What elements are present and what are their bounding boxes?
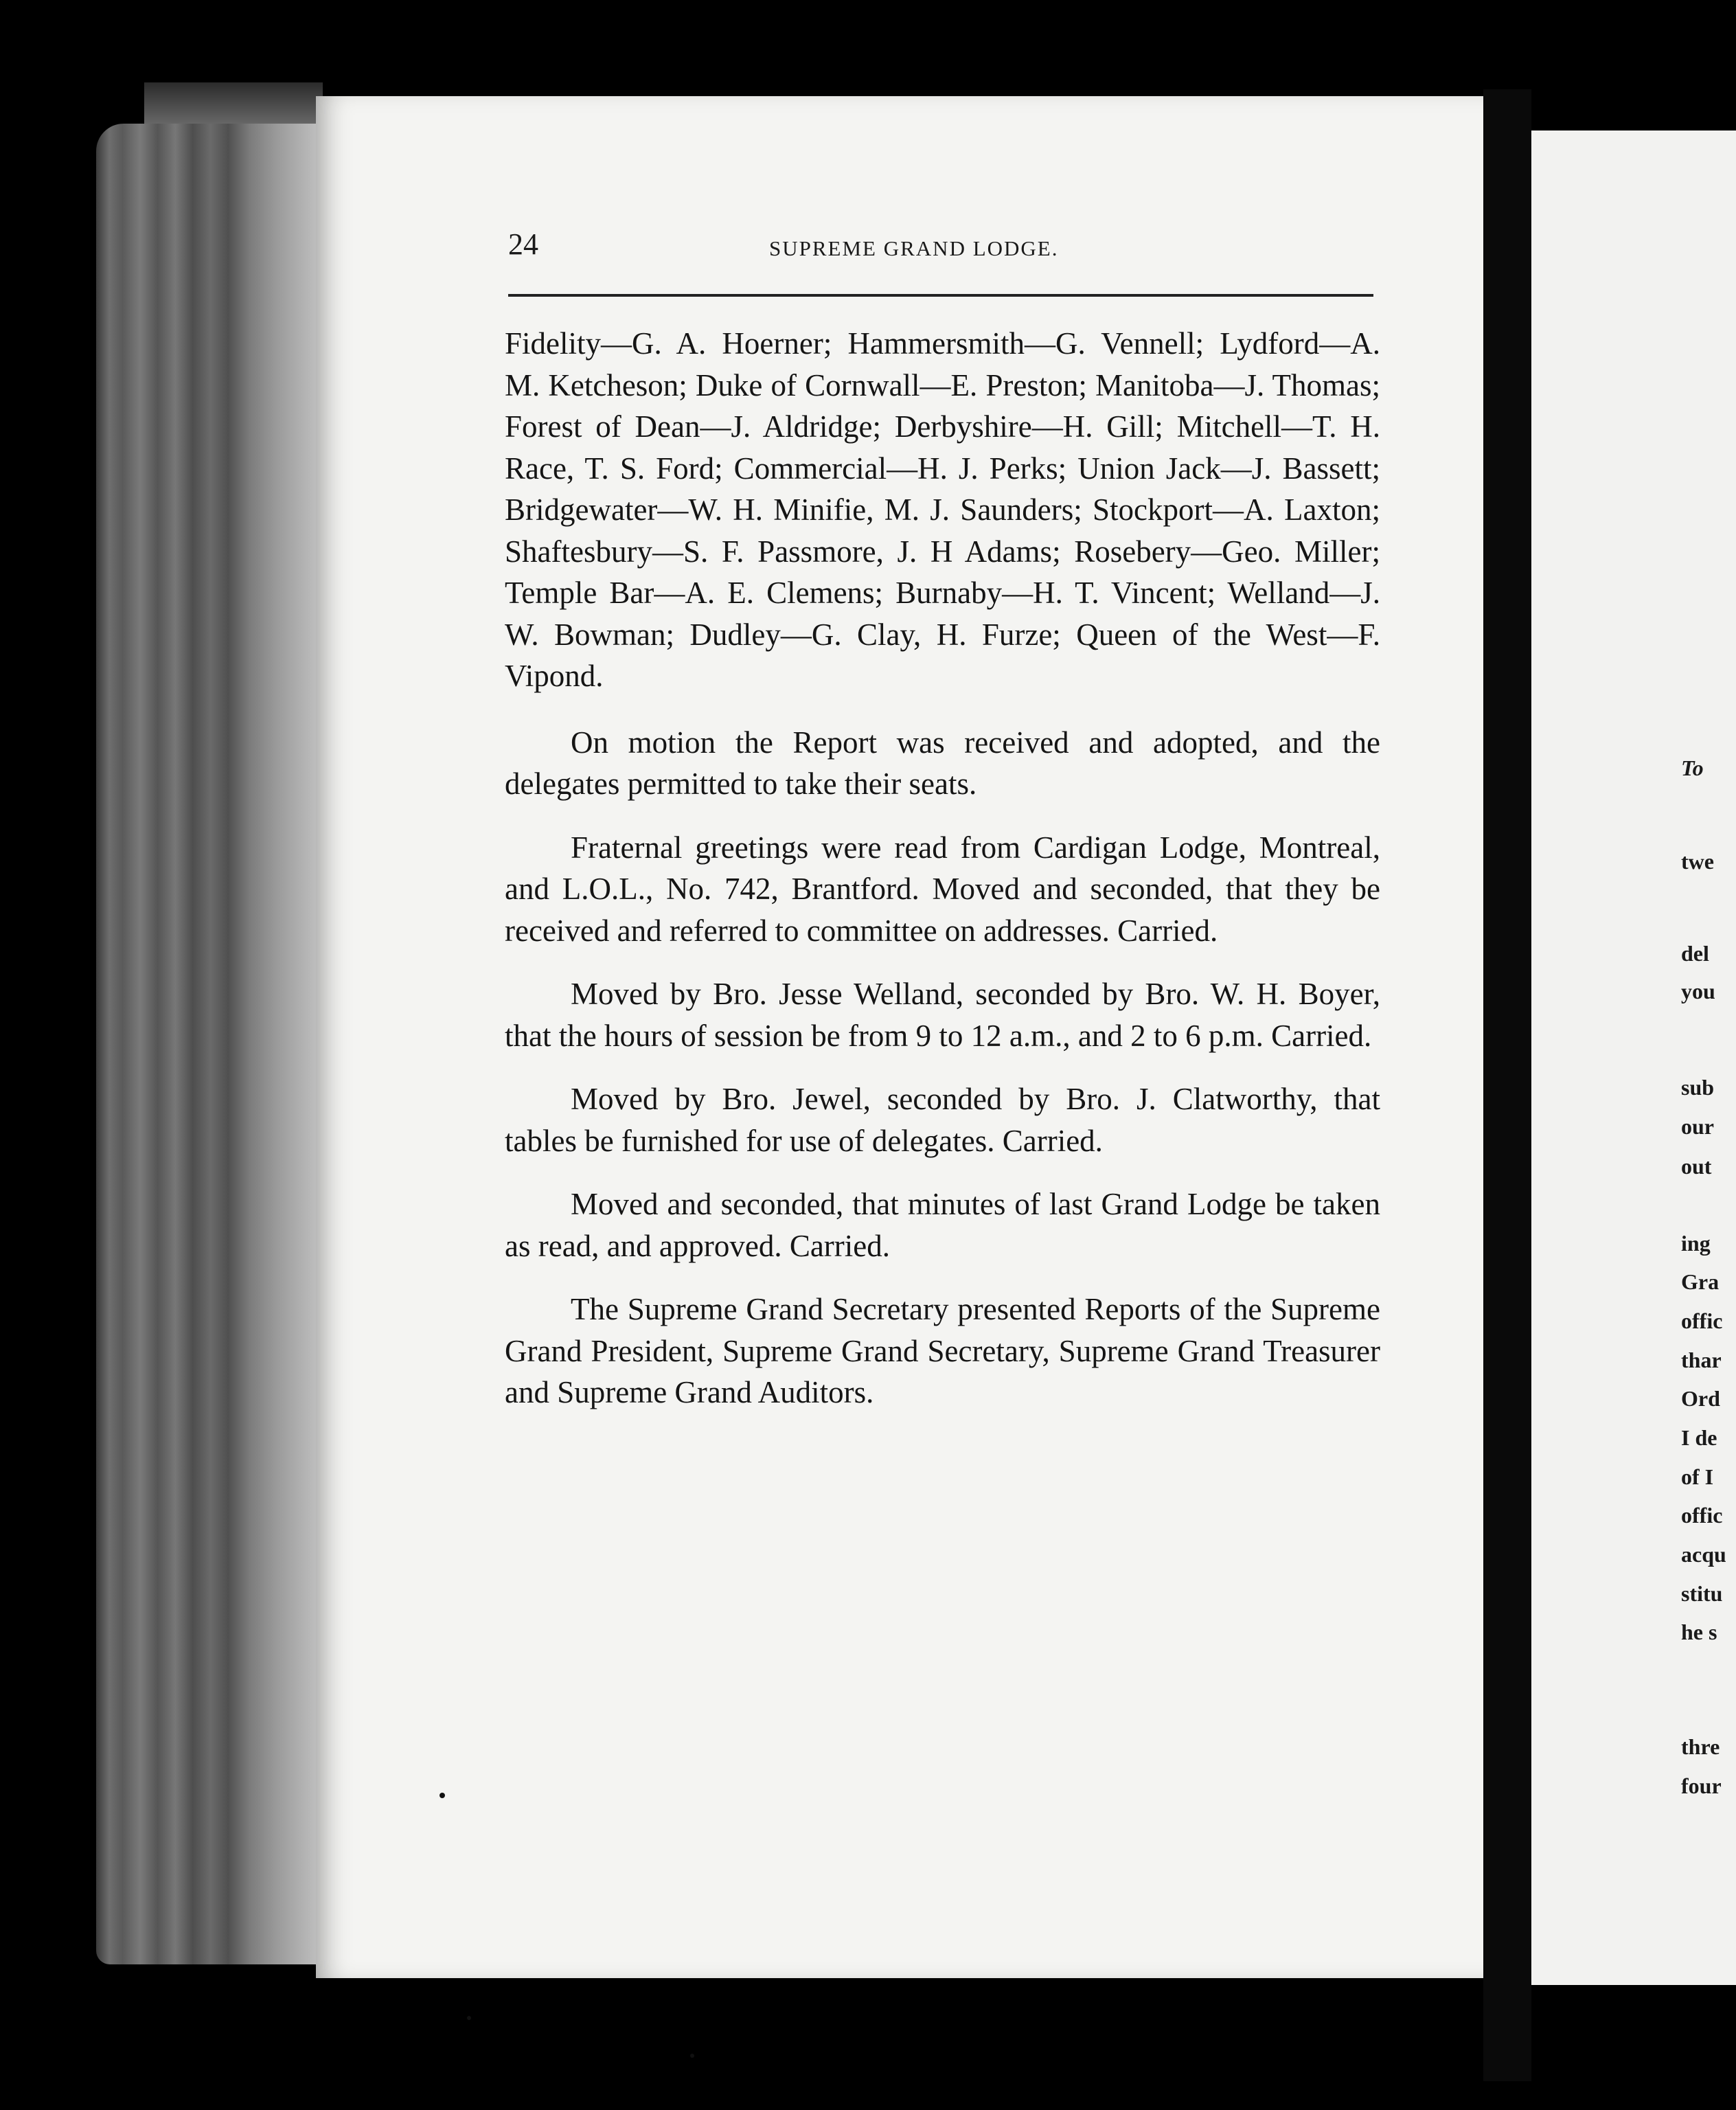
fragment: out: [1681, 1154, 1712, 1179]
paragraph-fraternal-greetings: Fraternal greetings were read from Cardigan Lodge, Montreal, and L.O.L., No. 742, Brantford. Moved and seconded, that they be received and referred to committee on addresses. Carried.: [505, 830, 1380, 948]
fragment: ing: [1681, 1231, 1711, 1256]
fragment: our: [1681, 1114, 1714, 1139]
fragment: of I: [1681, 1464, 1714, 1489]
fragment: sub: [1681, 1075, 1715, 1100]
fragment: twe: [1681, 849, 1714, 874]
paragraph-tables-furnished: Moved by Bro. Jewel, seconded by Bro. J. Clatworthy, that tables be furnished for use of delegates. Carried.: [505, 1082, 1380, 1158]
delegate-list: Fidelity—G. A. Hoerner; Hammersmith—G. Vennell; Lydford—A. M. Ketcheson; Duke of Cornwall—E. Preston; Manitoba—J. Thomas; Forest of Dean—J. Aldridge; Derbyshire—H. Gill; Mitchell—T. H. Race, T. S. Ford; Commercial—H. J. Perks; Union Jack—J. Bassett; Bridgewater—W. H. Minifie, M. J. Saunders; Stockport—A. Laxton; Shaftesbury—S. F. Passmore, J. H Adams; Rosebery—Geo. Miller; Temple Bar—A. E. Clemens; Burnaby—H. T. Vincent; Welland—J. W. Bowman; Dudley—G. Clay, H. Furze; Queen of the West—F. Vipond.: [505, 326, 1380, 693]
fragment: four: [1681, 1773, 1722, 1798]
paragraph-session-hours: Moved by Bro. Jesse Welland, seconded by Bro. W. H. Boyer, that the hours of session be from 9 to 12 a.m., and 2 to 6 p.m. Carried.: [505, 977, 1380, 1053]
fragment: offic: [1681, 1308, 1723, 1333]
header-rule: [508, 294, 1373, 297]
fragment: del: [1681, 941, 1709, 966]
fragment: Ord: [1681, 1386, 1720, 1411]
fragment: you: [1681, 979, 1715, 1003]
running-title: SUPREME GRAND LODGE.: [769, 236, 1059, 260]
paragraph-reports-presented: The Supreme Grand Secretary presented Reports of the Supreme Grand President, Supreme Grand Secretary, Supreme Grand Treasurer and Supreme Grand Auditors.: [505, 1292, 1380, 1409]
book-page-stack-top: [144, 82, 323, 124]
fragment: Gra: [1681, 1269, 1720, 1294]
ink-speck: [690, 2054, 694, 2058]
fragment: I de: [1681, 1425, 1717, 1450]
paragraph-minutes-approved: Moved and seconded, that minutes of last Grand Lodge be taken as read, and approved. Carried.: [505, 1187, 1380, 1263]
page-header: [508, 227, 1373, 275]
ink-speck: [467, 2016, 471, 2020]
fragment: acqu: [1681, 1542, 1726, 1567]
fragment: stitu: [1681, 1581, 1723, 1606]
fragment: offic: [1681, 1503, 1723, 1528]
adjacent-page-text: [1681, 0, 1736, 2110]
page-body: [505, 323, 1380, 1436]
ink-speck: [439, 1793, 445, 1798]
fragment: thar: [1681, 1348, 1722, 1372]
fragment: he s: [1681, 1620, 1717, 1644]
fragment: thre: [1681, 1734, 1720, 1759]
page-number: 24: [508, 227, 538, 261]
book-gutter: [1483, 89, 1531, 2081]
book-page-stack: [96, 124, 316, 1964]
paragraph-report-adopted: On motion the Report was received and adopted, and the delegates permitted to take their seats.: [505, 725, 1380, 801]
fragment: To: [1681, 756, 1704, 780]
